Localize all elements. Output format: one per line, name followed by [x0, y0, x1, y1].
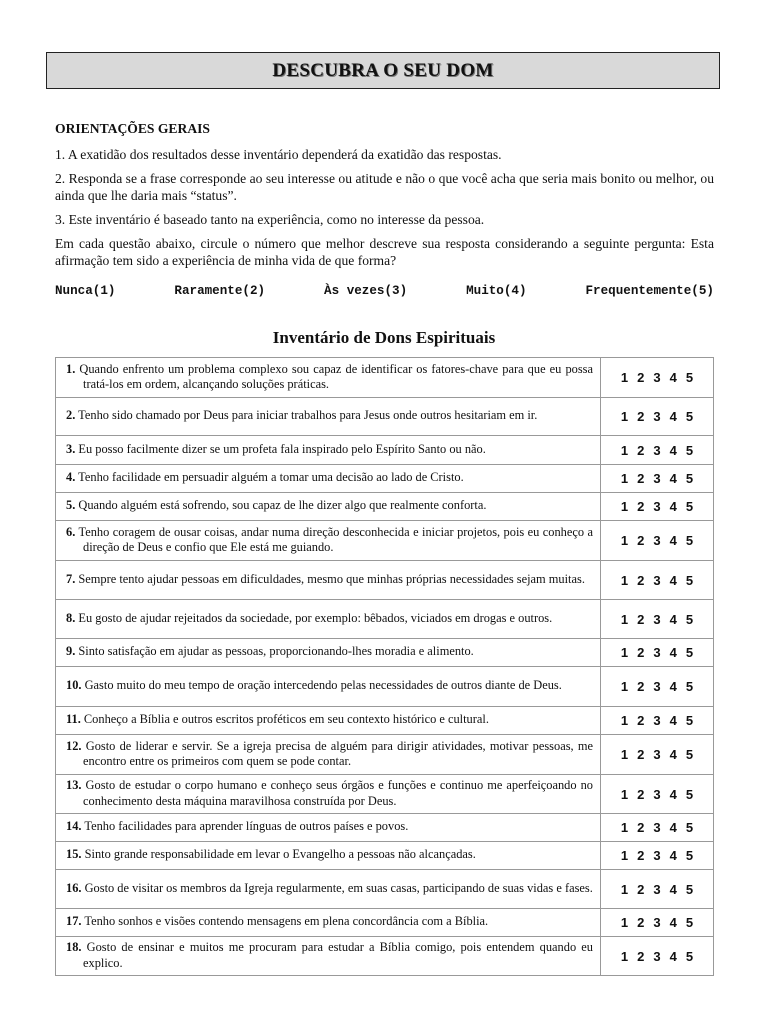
- question-row: [56, 842, 714, 870]
- rating-option-1[interactable]: 1: [620, 820, 629, 835]
- rating-option-2[interactable]: 2: [637, 611, 645, 627]
- rating-option-5[interactable]: 5: [685, 572, 694, 588]
- question-text: Gosto de liderar e servir. Se a igreja precisa de alguém para dirigir atividades, motivar pessoas, me encontro entre os primeiros com quem se pode contar.: [83, 738, 593, 768]
- inventory-title: Inventário de Dons Espirituais: [272, 328, 496, 347]
- rating-option-1[interactable]: 1: [620, 881, 629, 897]
- question-text: Quando enfrento um problema complexo sou capaz de identificar os fatores-chave para que eu possa tratá-los em ordem, alcançando soluções práticas.: [79, 361, 593, 391]
- rating-options: [601, 707, 714, 735]
- question-number: 17.: [66, 914, 82, 929]
- rating-option-1[interactable]: 1: [620, 611, 629, 627]
- question-cell: [56, 465, 601, 493]
- rating-options: [601, 600, 714, 639]
- question-text: Conheço a Bíblia e outros escritos proféticos em seu contexto histórico e cultural.: [83, 712, 489, 727]
- rating-options: [601, 842, 714, 870]
- rating-option-2[interactable]: 2: [637, 533, 645, 548]
- question-cell: [56, 398, 601, 436]
- rating-option-1[interactable]: 1: [620, 848, 629, 863]
- rating-option-1[interactable]: 1: [620, 471, 629, 486]
- rating-option-4[interactable]: 4: [669, 409, 677, 424]
- rating-option-4[interactable]: 4: [669, 442, 677, 458]
- question-text: Gosto de ensinar e muitos me procuram para estudar a Bíblia comigo, pois entendem quando eu explico.: [83, 940, 593, 970]
- rating-option-3[interactable]: 3: [653, 747, 661, 762]
- rating-option-4[interactable]: 4: [669, 881, 677, 897]
- rating-option-3[interactable]: 3: [653, 442, 661, 458]
- rating-option-3[interactable]: 3: [653, 533, 661, 548]
- question-row: [56, 493, 714, 521]
- rating-option-3[interactable]: 3: [653, 645, 661, 660]
- rating-option-5[interactable]: 5: [685, 471, 694, 486]
- rating-option-5[interactable]: 5: [685, 645, 694, 660]
- question-cell: [56, 436, 601, 465]
- rating-option-3[interactable]: 3: [653, 948, 661, 964]
- rating-option-1[interactable]: 1: [620, 442, 629, 458]
- rating-option-3[interactable]: 3: [653, 370, 661, 385]
- rating-option-1[interactable]: 1: [620, 533, 629, 548]
- rating-option-4[interactable]: 4: [669, 747, 677, 762]
- rating-options: [601, 493, 714, 521]
- orientation-item: 2. Responda se a frase corresponde ao seu interesse ou atitude e não o que você acha que seria mais bonito ou melhor, ou ainda que lhe daria mais “status”.: [55, 171, 714, 203]
- rating-option-3[interactable]: 3: [653, 499, 661, 514]
- rating-option-5[interactable]: 5: [685, 442, 694, 458]
- question-cell: [56, 493, 601, 521]
- rating-option-3[interactable]: 3: [653, 471, 661, 486]
- question-row: [56, 870, 714, 909]
- question-text: Tenho sonhos e visões contendo mensagens em plena concordância com a Bíblia.: [84, 914, 489, 929]
- rating-option-3[interactable]: 3: [653, 611, 661, 627]
- rating-option-5[interactable]: 5: [685, 747, 694, 762]
- rating-option-4[interactable]: 4: [669, 611, 677, 627]
- question-number: 16.: [66, 880, 82, 895]
- rating-option-3[interactable]: 3: [653, 786, 661, 802]
- rating-options: [601, 358, 714, 398]
- rating-option-4[interactable]: 4: [669, 679, 677, 694]
- scale-sometimes: Às vezes(3): [324, 284, 408, 298]
- question-number: 18.: [66, 940, 82, 954]
- rating-option-2[interactable]: 2: [637, 645, 645, 660]
- question-number: 2.: [66, 408, 76, 423]
- rating-option-4[interactable]: 4: [669, 820, 677, 835]
- question-cell: [56, 909, 601, 937]
- rating-option-3[interactable]: 3: [653, 820, 661, 835]
- question-text: Tenho coragem de ousar coisas, andar numa direção desconhecida e iniciar projetos, pois eu conheço a direção de Deus e confio que Ele está me guiando.: [78, 524, 593, 554]
- rating-options: [601, 735, 714, 775]
- rating-option-5[interactable]: 5: [685, 948, 694, 964]
- question-number: 7.: [66, 571, 76, 586]
- rating-option-2[interactable]: 2: [637, 747, 645, 762]
- question-text: Eu gosto de ajudar rejeitados da sociedade, por exemplo: bêbados, viciados em drogas e outros.: [78, 610, 553, 625]
- rating-option-1[interactable]: 1: [620, 645, 629, 660]
- rating-option-5[interactable]: 5: [685, 881, 694, 897]
- question-text: Sempre tento ajudar pessoas em dificuldades, mesmo que minhas próprias necessidades sejam muitas.: [78, 571, 585, 586]
- question-row: [56, 436, 714, 465]
- rating-option-4[interactable]: 4: [669, 533, 677, 548]
- question-row: [56, 735, 714, 775]
- inventory-table: [55, 357, 714, 976]
- rating-options: [601, 667, 714, 707]
- answer-scale: [55, 284, 714, 298]
- question-number: 5.: [66, 498, 76, 513]
- orientations-section: [55, 120, 714, 276]
- rating-options: [601, 639, 714, 667]
- rating-option-4[interactable]: 4: [669, 645, 677, 660]
- question-cell: [56, 870, 601, 909]
- question-cell: [56, 561, 601, 600]
- rating-options: [601, 775, 714, 814]
- rating-option-5[interactable]: 5: [685, 499, 694, 514]
- rating-option-1[interactable]: 1: [620, 370, 629, 385]
- rating-option-5[interactable]: 5: [685, 533, 694, 548]
- question-cell: [56, 735, 601, 775]
- rating-options: [601, 436, 714, 465]
- rating-options: [601, 814, 714, 842]
- rating-option-4[interactable]: 4: [669, 713, 677, 728]
- question-cell: [56, 814, 601, 842]
- rating-option-4[interactable]: 4: [669, 471, 677, 486]
- question-row: [56, 937, 714, 976]
- question-cell: [56, 707, 601, 735]
- rating-option-4[interactable]: 4: [669, 370, 677, 385]
- question-text: Gosto de estudar o corpo humano e conheço seus órgãos e funções e continuo me aperfeiçoando no conhecimento desta máquina maravilhosa construída por Deus.: [83, 778, 593, 808]
- question-text: Gasto muito do meu tempo de oração intercedendo pelas necessidades de outros diante de Deus.: [84, 678, 562, 693]
- rating-option-2[interactable]: 2: [637, 370, 645, 385]
- rating-option-3[interactable]: 3: [653, 572, 661, 588]
- rating-option-4[interactable]: 4: [669, 848, 677, 863]
- rating-option-1[interactable]: 1: [620, 713, 629, 728]
- rating-option-1[interactable]: 1: [620, 948, 629, 964]
- rating-option-2[interactable]: 2: [637, 915, 645, 930]
- question-cell: [56, 842, 601, 870]
- question-number: 1.: [66, 361, 76, 376]
- question-row: [56, 639, 714, 667]
- rating-options: [601, 870, 714, 909]
- rating-option-5[interactable]: 5: [685, 848, 694, 863]
- rating-option-4[interactable]: 4: [669, 948, 677, 964]
- rating-option-1[interactable]: 1: [620, 747, 629, 762]
- question-cell: [56, 358, 601, 398]
- orientations-heading: ORIENTAÇÕES GERAIS: [55, 121, 210, 136]
- scale-never: Nunca(1): [55, 284, 116, 298]
- rating-option-2[interactable]: 2: [637, 786, 645, 802]
- rating-options: [601, 398, 714, 436]
- question-text: Tenho sido chamado por Deus para iniciar trabalhos para Jesus onde outros hesitariam em ir.: [78, 408, 538, 423]
- orientation-item: 1. A exatidão dos resultados desse inventário dependerá da exatidão das respostas.: [55, 147, 502, 162]
- question-cell: [56, 775, 601, 814]
- rating-option-3[interactable]: 3: [653, 713, 661, 728]
- rating-option-5[interactable]: 5: [685, 786, 694, 802]
- rating-option-2[interactable]: 2: [637, 409, 645, 424]
- question-row: [56, 814, 714, 842]
- question-number: 8.: [66, 610, 76, 625]
- rating-option-5[interactable]: 5: [685, 713, 694, 728]
- rating-options: [601, 521, 714, 561]
- rating-option-2[interactable]: 2: [637, 713, 645, 728]
- question-number: 3.: [66, 441, 76, 456]
- rating-option-1[interactable]: 1: [620, 786, 629, 802]
- rating-option-4[interactable]: 4: [669, 915, 677, 930]
- question-number: 10.: [66, 678, 82, 693]
- question-number: 11.: [66, 712, 81, 727]
- question-row: [56, 667, 714, 707]
- question-row: [56, 521, 714, 561]
- question-text: Eu posso facilmente dizer se um profeta fala inspirado pelo Espírito Santo ou não.: [78, 441, 486, 456]
- scale-frequently: Frequentemente(5): [585, 284, 714, 298]
- question-text: Gosto de visitar os membros da Igreja regularmente, em suas casas, participando de suas vidas e fases.: [84, 880, 593, 895]
- rating-option-2[interactable]: 2: [637, 820, 645, 835]
- question-number: 15.: [66, 847, 82, 862]
- title-box: [46, 52, 720, 89]
- rating-option-2[interactable]: 2: [637, 679, 645, 694]
- rating-option-1[interactable]: 1: [620, 915, 629, 930]
- question-cell: [56, 639, 601, 667]
- question-cell: [56, 521, 601, 561]
- question-row: [56, 775, 714, 814]
- question-number: 6.: [66, 524, 76, 539]
- rating-option-5[interactable]: 5: [685, 679, 694, 694]
- page-title: DESCUBRA O SEU DOM: [272, 59, 494, 81]
- rating-option-5[interactable]: 5: [685, 370, 694, 385]
- rating-option-2[interactable]: 2: [637, 499, 645, 514]
- rating-option-3[interactable]: 3: [653, 848, 661, 863]
- rating-option-5[interactable]: 5: [685, 820, 694, 835]
- question-row: [56, 707, 714, 735]
- rating-option-2[interactable]: 2: [637, 572, 645, 588]
- rating-option-2[interactable]: 2: [637, 471, 645, 486]
- question-row: [56, 600, 714, 639]
- rating-option-3[interactable]: 3: [653, 409, 661, 424]
- rating-option-2[interactable]: 2: [637, 442, 645, 458]
- rating-option-2[interactable]: 2: [637, 948, 645, 964]
- rating-option-2[interactable]: 2: [637, 881, 645, 897]
- rating-option-5[interactable]: 5: [685, 915, 694, 930]
- question-number: 14.: [66, 819, 82, 834]
- rating-option-1[interactable]: 1: [620, 679, 629, 694]
- question-row: [56, 561, 714, 600]
- scale-often: Muito(4): [466, 284, 527, 298]
- rating-option-4[interactable]: 4: [669, 572, 677, 588]
- rating-option-1[interactable]: 1: [620, 409, 629, 424]
- question-cell: [56, 600, 601, 639]
- question-cell: [56, 667, 601, 707]
- scale-rarely: Raramente(2): [174, 284, 266, 298]
- question-number: 9.: [66, 644, 76, 659]
- question-text: Tenho facilidade em persuadir alguém a tomar uma decisão ao lado de Cristo.: [78, 470, 464, 485]
- question-number: 12.: [66, 738, 82, 753]
- rating-options: [601, 561, 714, 600]
- question-text: Quando alguém está sofrendo, sou capaz de lhe dizer algo que realmente conforta.: [78, 498, 487, 513]
- question-row: [56, 398, 714, 436]
- rating-option-1[interactable]: 1: [620, 572, 629, 588]
- rating-option-2[interactable]: 2: [637, 848, 645, 863]
- question-cell: [56, 937, 601, 976]
- rating-options: [601, 465, 714, 493]
- orientation-instructions: Em cada questão abaixo, circule o número que melhor descreve sua resposta considerando a seguinte pergunta: Esta afirmação tem sido a experiência de minha vida de que forma?: [55, 236, 714, 268]
- rating-option-4[interactable]: 4: [669, 786, 677, 802]
- question-row: [56, 909, 714, 937]
- rating-option-3[interactable]: 3: [653, 915, 661, 930]
- rating-option-1[interactable]: 1: [620, 499, 629, 514]
- question-number: 4.: [66, 470, 76, 485]
- question-text: Tenho facilidades para aprender línguas de outros países e povos.: [84, 819, 409, 834]
- question-number: 13.: [66, 778, 82, 792]
- rating-options: [601, 937, 714, 976]
- rating-option-3[interactable]: 3: [653, 679, 661, 694]
- rating-options: [601, 909, 714, 937]
- rating-option-5[interactable]: 5: [685, 611, 694, 627]
- question-text: Sinto satisfação em ajudar as pessoas, proporcionando-lhes moradia e alimento.: [78, 644, 474, 659]
- question-text: Sinto grande responsabilidade em levar o Evangelho a pessoas não alcançadas.: [84, 847, 476, 862]
- rating-option-5[interactable]: 5: [685, 409, 694, 424]
- question-row: [56, 465, 714, 493]
- rating-option-3[interactable]: 3: [653, 881, 661, 897]
- question-row: [56, 358, 714, 398]
- rating-option-4[interactable]: 4: [669, 499, 677, 514]
- orientation-item: 3. Este inventário é baseado tanto na experiência, como no interesse da pessoa.: [55, 212, 485, 227]
